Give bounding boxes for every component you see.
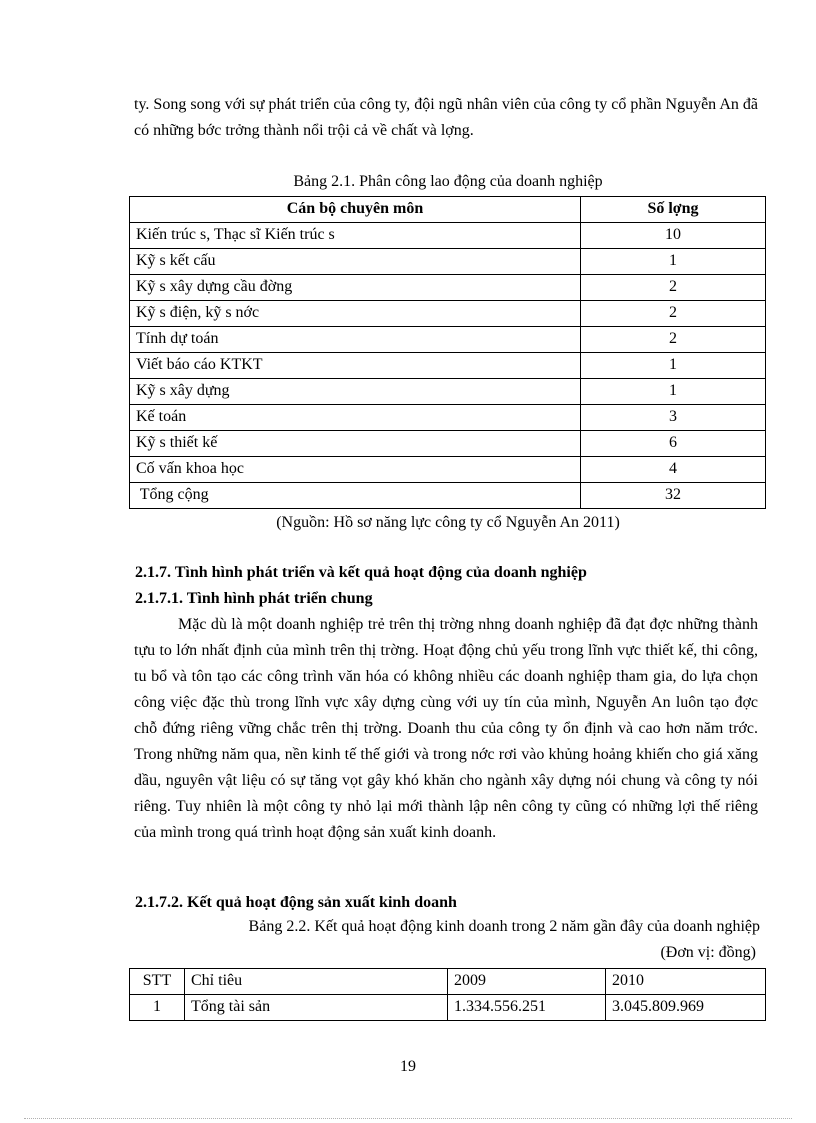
table-row: [130, 275, 766, 301]
cell-quantity: 1: [581, 379, 766, 405]
table-total-row: [130, 483, 766, 509]
cell-indicator: Tổng tài sản: [185, 995, 448, 1021]
table-header-row: [130, 197, 766, 223]
table-row: [130, 327, 766, 353]
staff-allocation-table: [129, 196, 766, 509]
table-row: [130, 405, 766, 431]
page-number: 19: [400, 1058, 416, 1075]
table-row: [130, 353, 766, 379]
table1-source-note: (Nguồn: Hồ sơ năng lực công ty cổ Nguyễn An 2011): [276, 514, 620, 531]
table-row: [130, 431, 766, 457]
header-cell-quantity: Số lợng: [581, 197, 766, 223]
cell-quantity: 6: [581, 431, 766, 457]
cell-stt: 1: [130, 995, 185, 1021]
header-cell-2009: 2009: [448, 969, 606, 995]
header-cell-stt: STT: [130, 969, 185, 995]
cell-quantity: 2: [581, 327, 766, 353]
cell-quantity: 10: [581, 223, 766, 249]
subsection-heading: 2.1.7.1. Tình hình phát triển chung: [135, 590, 373, 607]
body-paragraph: Mặc dù là một doanh nghiệp trẻ trên thị trờng nhng doanh nghiệp đã đạt đợc những thành tựu to lớn nhất định của mình trên thị trờng. Hoạt động chủ yếu trong lĩnh vực thiết kế, thi công, tu bổ và tôn tạo các công trình văn hóa có không nhiều các doanh nghiệp tham gia, do lựa chọn công việc đặc thù trong lĩnh vực xây dựng cùng với uy tín của mình, Nguyễn An luôn tạo đợc chỗ đứng riêng vững chắc trên thị trờng. Doanh thu của công ty ổn định và cao hơn năm trớc. Trong những năm qua, nền kinh tế thế giới và trong nớc rơi vào khủng hoảng khiến cho giá xăng dầu, nguyên vật liệu có sự tăng vọt gây khó khăn cho ngành xây dựng nói chung và công ty nói riêng. Tuy nhiên là một công ty nhỏ lại mới thành lập nên công ty cũng có những lợi thế riêng của mình trong quá trình hoạt động sản xuất kinh doanh.: [134, 616, 758, 841]
cell-quantity: 1: [581, 353, 766, 379]
cell-specialty: Kỹ s kết cấu: [130, 249, 581, 275]
table2-caption: Bảng 2.2. Kết quả hoạt động kinh doanh trong 2 năm gần đây của doanh nghiệp: [248, 918, 760, 935]
cell-quantity: 2: [581, 301, 766, 327]
business-results-table: [129, 968, 766, 1021]
cell-specialty: Viết báo cáo KTKT: [130, 353, 581, 379]
cell-value-2010: 3.045.809.969: [606, 995, 766, 1021]
cell-specialty: Kỹ s xây dựng cầu đờng: [130, 275, 581, 301]
cell-quantity: 1: [581, 249, 766, 275]
cell-specialty: Kỹ s điện, kỹ s nớc: [130, 301, 581, 327]
table-row: [130, 249, 766, 275]
header-cell-specialty: Cán bộ chuyên môn: [130, 197, 581, 223]
table-header-row: [130, 969, 766, 995]
cell-quantity: 4: [581, 457, 766, 483]
cell-specialty: Tính dự toán: [130, 327, 581, 353]
footer-divider: [24, 1118, 792, 1119]
intro-paragraph: ty. Song song với sự phát triển của công ty, đội ngũ nhân viên của công ty cổ phần Nguyễn An đã có những bớc trởng thành nổi trội cả về chất và lợng.: [134, 96, 758, 139]
cell-specialty: Kỹ s thiết kế: [130, 431, 581, 457]
cell-specialty: Kiến trúc s, Thạc sĩ Kiến trúc s: [130, 223, 581, 249]
table-row: [130, 223, 766, 249]
cell-total-label: Tổng cộng: [130, 483, 581, 509]
cell-specialty: Kỹ s xây dựng: [130, 379, 581, 405]
table-row: [130, 457, 766, 483]
table2-unit-note: (Đơn vị: đồng): [660, 944, 756, 961]
development-section-body: [134, 612, 758, 846]
cell-specialty: Kế toán: [130, 405, 581, 431]
cell-specialty: Cố vấn khoa học: [130, 457, 581, 483]
cell-total-value: 32: [581, 483, 766, 509]
header-cell-indicator: Chỉ tiêu: [185, 969, 448, 995]
header-cell-2010: 2010: [606, 969, 766, 995]
cell-quantity: 3: [581, 405, 766, 431]
table-row: [130, 995, 766, 1021]
section-heading: 2.1.7. Tình hình phát triển và kết quả hoạt động của doanh nghiệp: [135, 564, 587, 581]
cell-value-2009: 1.334.556.251: [448, 995, 606, 1021]
cell-quantity: 2: [581, 275, 766, 301]
subsection-heading: 2.1.7.2. Kết quả hoạt động sản xuất kinh doanh: [135, 894, 457, 911]
table1-caption: Bảng 2.1. Phân công lao động của doanh nghiệp: [293, 173, 603, 190]
table-row: [130, 301, 766, 327]
table-row: [130, 379, 766, 405]
